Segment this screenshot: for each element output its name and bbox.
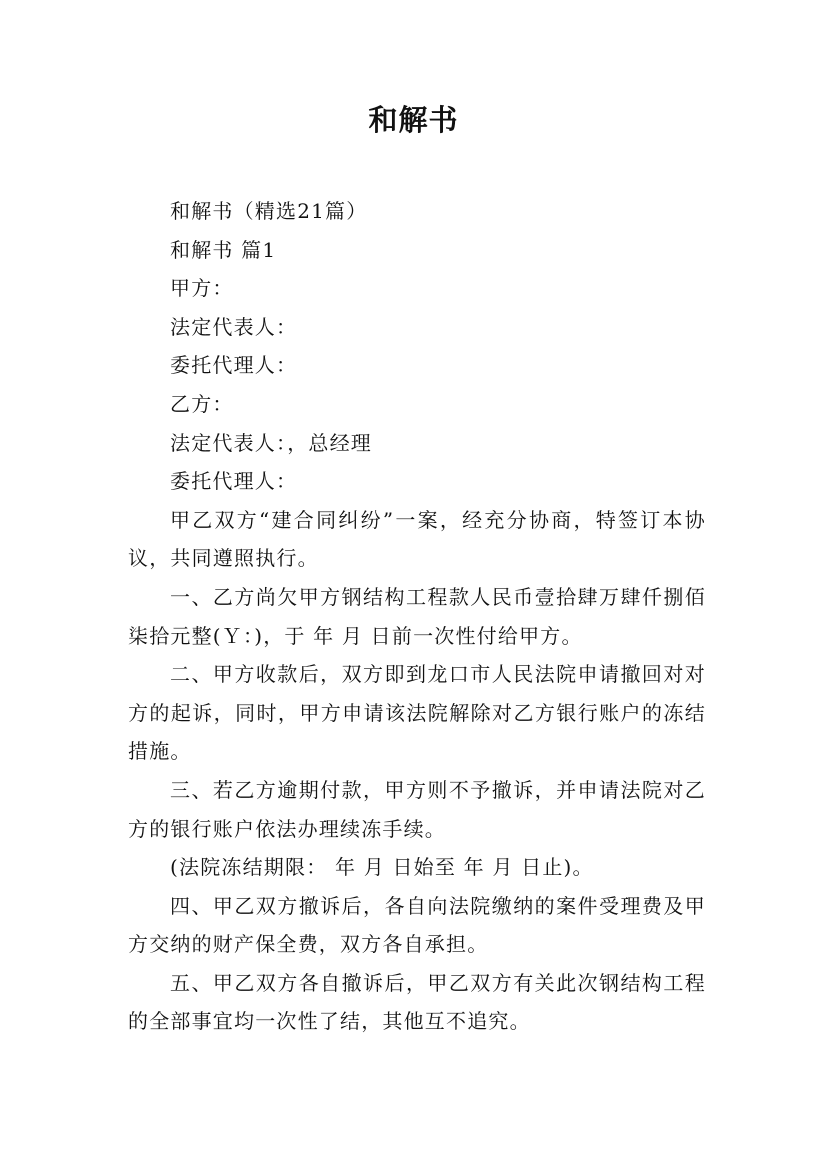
paragraph-party-a-legal-rep: 法定代表人： bbox=[170, 314, 298, 339]
paragraph-clause-2: 二、甲方收款后，双方即到龙口市人民法院申请撤回对对方的起诉，同时，甲方申请该法院解除对乙方银行账户的冻结措施。 bbox=[128, 662, 706, 764]
document-body bbox=[128, 192, 706, 1041]
paragraph-party-b: 乙方： bbox=[170, 391, 234, 416]
paragraph-freeze-period: (法院冻结期限： 年 月 日始至 年 月 日止)。 bbox=[170, 855, 594, 880]
paragraph-clause-4: 四、甲乙双方撤诉后，各自向法院缴纳的案件受理费及甲方交纳的财产保全费，双方各自承担。 bbox=[128, 893, 706, 957]
paragraph-preamble: 甲乙双方“建合同纠纷”一案，经充分协商，特签订本协议，共同遵照执行。 bbox=[128, 507, 706, 571]
paragraph-clause-5: 五、甲乙双方各自撤诉后，甲乙双方有关此次钢结构工程的全部事宜均一次性了结，其他互不追究。 bbox=[128, 970, 706, 1034]
paragraph-party-a-agent: 委托代理人： bbox=[170, 353, 298, 378]
paragraph-clause-3: 三、若乙方逾期付款，甲方则不予撤诉，并申请法院对乙方的银行账户依法办理续冻手续。 bbox=[128, 777, 706, 841]
paragraph-subtitle: 和解书（精选21篇） bbox=[170, 199, 368, 223]
paragraph-clause-1: 一、乙方尚欠甲方钢结构工程款人民币壹拾肆万肆仟捌佰柒拾元整(Ｙ：)，于 年 月 日前一次性付给甲方。 bbox=[128, 584, 706, 648]
paragraph-section-heading: 和解书 篇1 bbox=[170, 237, 277, 262]
paragraph-party-b-legal-rep: 法定代表人：，总经理 bbox=[170, 430, 372, 455]
paragraph-party-a: 甲方： bbox=[170, 276, 234, 301]
paragraph-party-b-agent: 委托代理人： bbox=[170, 469, 298, 494]
document-title: 和解书 bbox=[368, 103, 459, 137]
